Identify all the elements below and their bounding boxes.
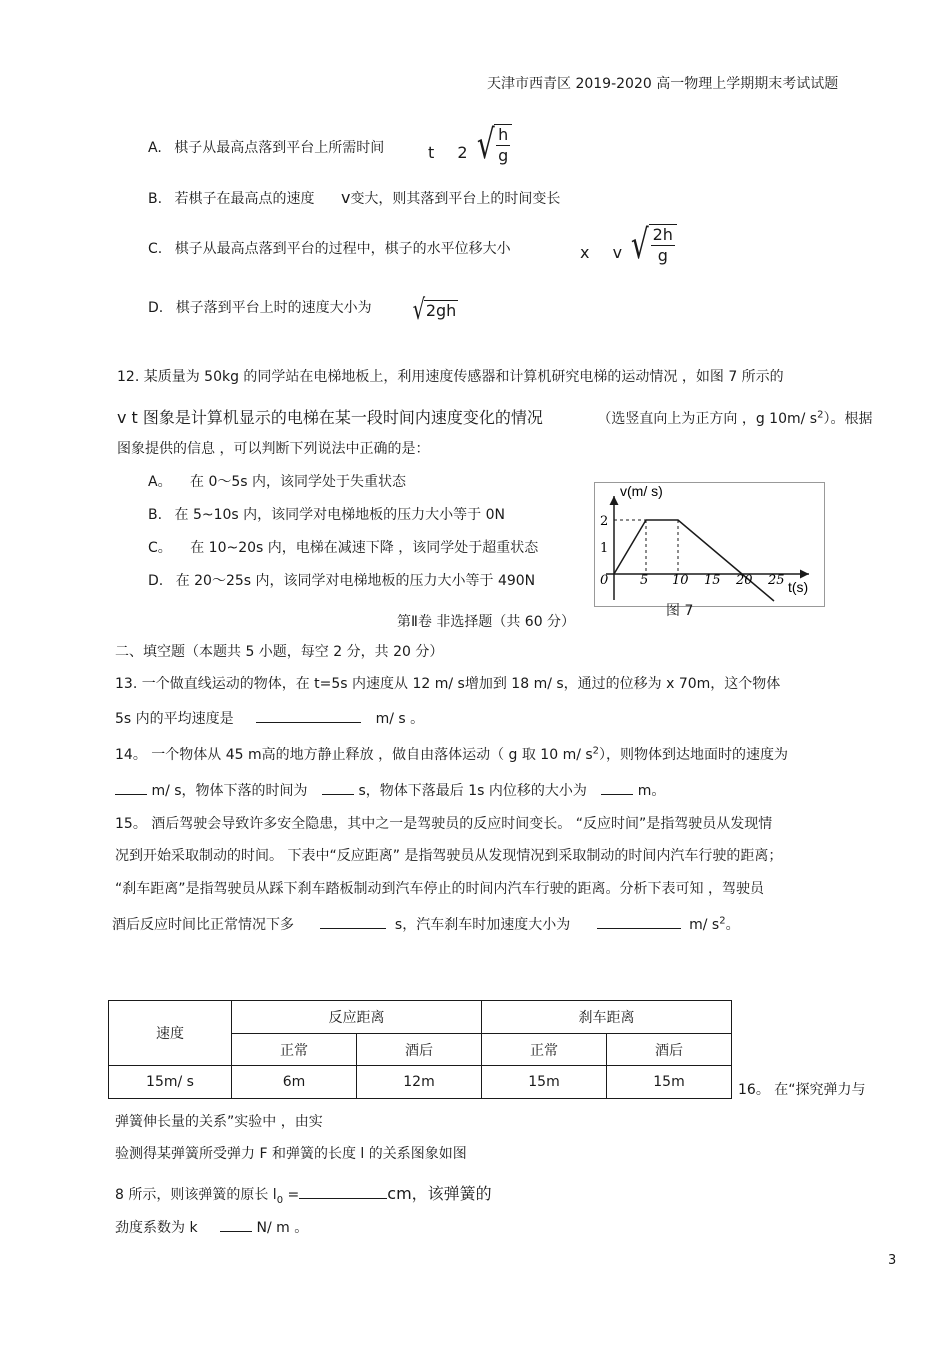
answer-blank[interactable]	[322, 794, 354, 795]
answer-blank[interactable]	[320, 928, 386, 929]
q16-line5	[115, 1217, 308, 1237]
table-subheader: 酒后	[607, 1034, 732, 1066]
q14-line1-a: 14。 一个物体从 45 m高的地方静止释放 ，做自由落体运动（ g 取 10 m/ s	[115, 747, 593, 763]
x-tick-label: 20	[736, 573, 753, 588]
q12-option-c	[148, 537, 538, 557]
q16-line2: 弹簧伸长量的关系”实验中 ，由实	[115, 1114, 323, 1130]
x-tick-label: 0	[600, 573, 609, 588]
q13-line2	[115, 708, 424, 728]
formula-var: t	[428, 143, 435, 162]
q11-option-c	[148, 238, 511, 258]
y-tick-label: 1	[600, 541, 609, 556]
option-label: C。	[148, 540, 172, 556]
table-cell: 15m	[607, 1066, 732, 1099]
table-cell: 12m	[357, 1066, 482, 1099]
q11-option-b	[148, 188, 560, 208]
q14-line2-b: s，物体下落最后 1s 内位移的大小为	[358, 783, 587, 799]
section-2-title: 第Ⅱ卷 非选择题（共 60 分）	[397, 614, 576, 630]
q16-line5-b: N/ m 。	[256, 1220, 309, 1236]
q16-line4-a: 8 所示，则该弹簧的原长 l	[115, 1187, 277, 1203]
q11-a-formula: t 2 √ $\frac{h}{g}$	[428, 124, 512, 166]
option-label: A.	[148, 140, 162, 156]
q14-line2	[115, 780, 665, 800]
reaction-distance-table	[108, 1000, 732, 1099]
table-subheader: 酒后	[357, 1034, 482, 1066]
option-text: 在 0～5s 内，该同学处于失重状态	[190, 474, 407, 490]
formula-denominator: g	[657, 246, 668, 265]
table-header-speed: 速度	[109, 1001, 232, 1066]
option-text: 棋子从最高点落到平台的过程中，棋子的水平位移大小	[174, 241, 511, 257]
answer-blank[interactable]	[256, 722, 361, 723]
option-text: 棋子从最高点落到平台上所需时间	[174, 140, 385, 156]
x-tick-label: 15	[704, 573, 721, 588]
answer-blank[interactable]	[601, 794, 633, 795]
figure-7-caption: 图 7	[666, 603, 694, 619]
q15-line2: 况到开始采取制动的时间。 下表中“反应距离” 是指驾驶员从发现情况到采取制动的时间内汽车行驶的距离；	[115, 848, 783, 864]
q12-line2	[117, 405, 872, 428]
option-text: 棋子落到平台上时的速度大小为	[175, 300, 372, 316]
q13-line2-b: m/ s 。	[375, 711, 425, 727]
section-2-subtitle: 二、填空题（本题共 5 小题，每空 2 分，共 20 分）	[115, 644, 444, 660]
table-cell: 6m	[232, 1066, 357, 1099]
option-text: 在 20～25s 内，该同学对电梯地板的压力大小等于 490N	[175, 573, 536, 589]
q12-line2-b: （选竖直向上为正方向 ，g 10m/ s	[597, 411, 818, 427]
option-text: 若棋子在最高点的速度	[174, 191, 315, 207]
formula-radicand: 2gh	[425, 301, 457, 320]
option-label: D.	[148, 573, 164, 589]
q14-line2-c: m。	[637, 783, 666, 799]
q12-option-d	[148, 570, 535, 590]
table-header-braking: 刹车距离	[482, 1001, 732, 1034]
q16-line5-a: 劲度系数为 k	[115, 1220, 198, 1236]
q15-line4-sup: 2	[719, 915, 726, 927]
formula-var: v	[340, 188, 351, 207]
q15-line4-d: 。	[725, 917, 740, 933]
table-cell: 15m	[482, 1066, 607, 1099]
q11-option-a	[148, 137, 384, 157]
formula-numerator: h	[498, 125, 509, 144]
q15-line4-c: m/ s	[689, 917, 720, 933]
q12-line3: 图象提供的信息 ，可以判断下列说法中正确的是：	[117, 441, 430, 457]
q16-line4-c: cm，该弹簧的	[387, 1184, 492, 1203]
q15-line1: 15。 酒后驾驶会导致许多安全隐患，其中之一是驾驶员的反应时间变长。 “反应时间”是指驾驶员从发现情	[115, 816, 773, 832]
q15-line4-b: s，汽车刹车时加速度大小为	[394, 917, 571, 933]
table-subheader: 正常	[232, 1034, 357, 1066]
page-header: 天津市西青区 2019-2020 高一物理上学期期末考试试题	[487, 76, 839, 92]
answer-blank[interactable]	[299, 1198, 387, 1199]
option-label: B.	[148, 507, 163, 523]
q16-line3: 验测得某弹簧所受弹力 F 和弹簧的长度 l 的关系图象如图	[115, 1146, 467, 1162]
q13-line2-a: 5s 内的平均速度是	[115, 711, 234, 727]
x-tick-label: 10	[672, 573, 689, 588]
option-label: D.	[148, 300, 164, 316]
table-row	[109, 1066, 732, 1099]
q12-line2-c: ）。根据	[823, 411, 873, 427]
answer-blank[interactable]	[220, 1231, 252, 1232]
table-subheader: 正常	[482, 1034, 607, 1066]
answer-blank[interactable]	[597, 928, 681, 929]
formula-coef: 2	[457, 143, 468, 162]
table-header-reaction: 反应距离	[232, 1001, 482, 1034]
q15-line4-a: 酒后反应时间比正常情况下多	[112, 917, 294, 933]
q11-d-formula: √ 2gh	[412, 293, 457, 326]
q16-line1: 16。 在“探究弹力与	[738, 1082, 866, 1098]
y-tick-label: 2	[600, 514, 609, 529]
q11-option-d	[148, 297, 372, 317]
q15-line3: “刹车距离”是指驾驶员从踩下刹车踏板制动到汽车停止的时间内汽车行驶的距离。分析下表可知 ，驾驶员	[115, 881, 764, 897]
x-axis-label: t(s)	[788, 579, 809, 595]
q16-line4-sub: 0	[276, 1194, 284, 1206]
option-label: C.	[148, 241, 163, 257]
option-label: B.	[148, 191, 163, 207]
option-label: A。	[148, 474, 172, 490]
series-line	[614, 520, 774, 601]
q14-line1	[115, 744, 788, 764]
formula-var: x	[580, 243, 590, 262]
q12-line1: 12. 某质量为 50kg 的同学站在电梯地板上，利用速度传感器和计算机研究电梯的运动情况 ，如图 7 所示的	[117, 369, 784, 385]
answer-blank[interactable]	[115, 794, 147, 795]
formula-numerator: 2h	[652, 225, 673, 244]
q13-line1: 13. 一个做直线运动的物体，在 t=5s 内速度从 12 m/ s增加到 18 m/ s，通过的位移为 x 70m，这个物体	[115, 676, 781, 692]
vt-chart	[594, 482, 826, 622]
q12-line2-sup: 2	[817, 409, 824, 421]
q11-c-formula: x v √ $\frac{2h}{g}$	[580, 224, 677, 266]
option-text: 在 5~10s 内，该同学对电梯地板的压力大小等于 0N	[174, 507, 505, 523]
table-cell: 15m/ s	[109, 1066, 232, 1099]
formula-denominator: g	[498, 146, 509, 165]
q15-line4	[112, 914, 740, 934]
q12-option-b	[148, 504, 505, 524]
q14-line1-b: ），则物体到达地面时的速度为	[599, 747, 789, 763]
x-tick-label: 5	[640, 573, 649, 588]
q12-line2-a: v t 图象是计算机显示的电梯在某一段时间内速度变化的情况	[117, 408, 543, 427]
option-text: 在 10~20s 内，电梯在减速下降 ，该同学处于超重状态	[190, 540, 539, 556]
option-text-tail: 变大，则其落到平台上的时间变长	[350, 191, 561, 207]
q16-line4	[115, 1181, 492, 1206]
q12-option-a	[148, 471, 406, 491]
y-axis-label: v(m/ s)	[620, 483, 663, 499]
x-tick-label: 25	[768, 573, 785, 588]
q14-line2-a: m/ s，物体下落的时间为	[151, 783, 308, 799]
page-number: 3	[888, 1253, 897, 1268]
q16-line4-b: =	[283, 1187, 300, 1203]
formula-var: v	[612, 243, 623, 262]
q14-line1-sup: 2	[592, 745, 600, 757]
